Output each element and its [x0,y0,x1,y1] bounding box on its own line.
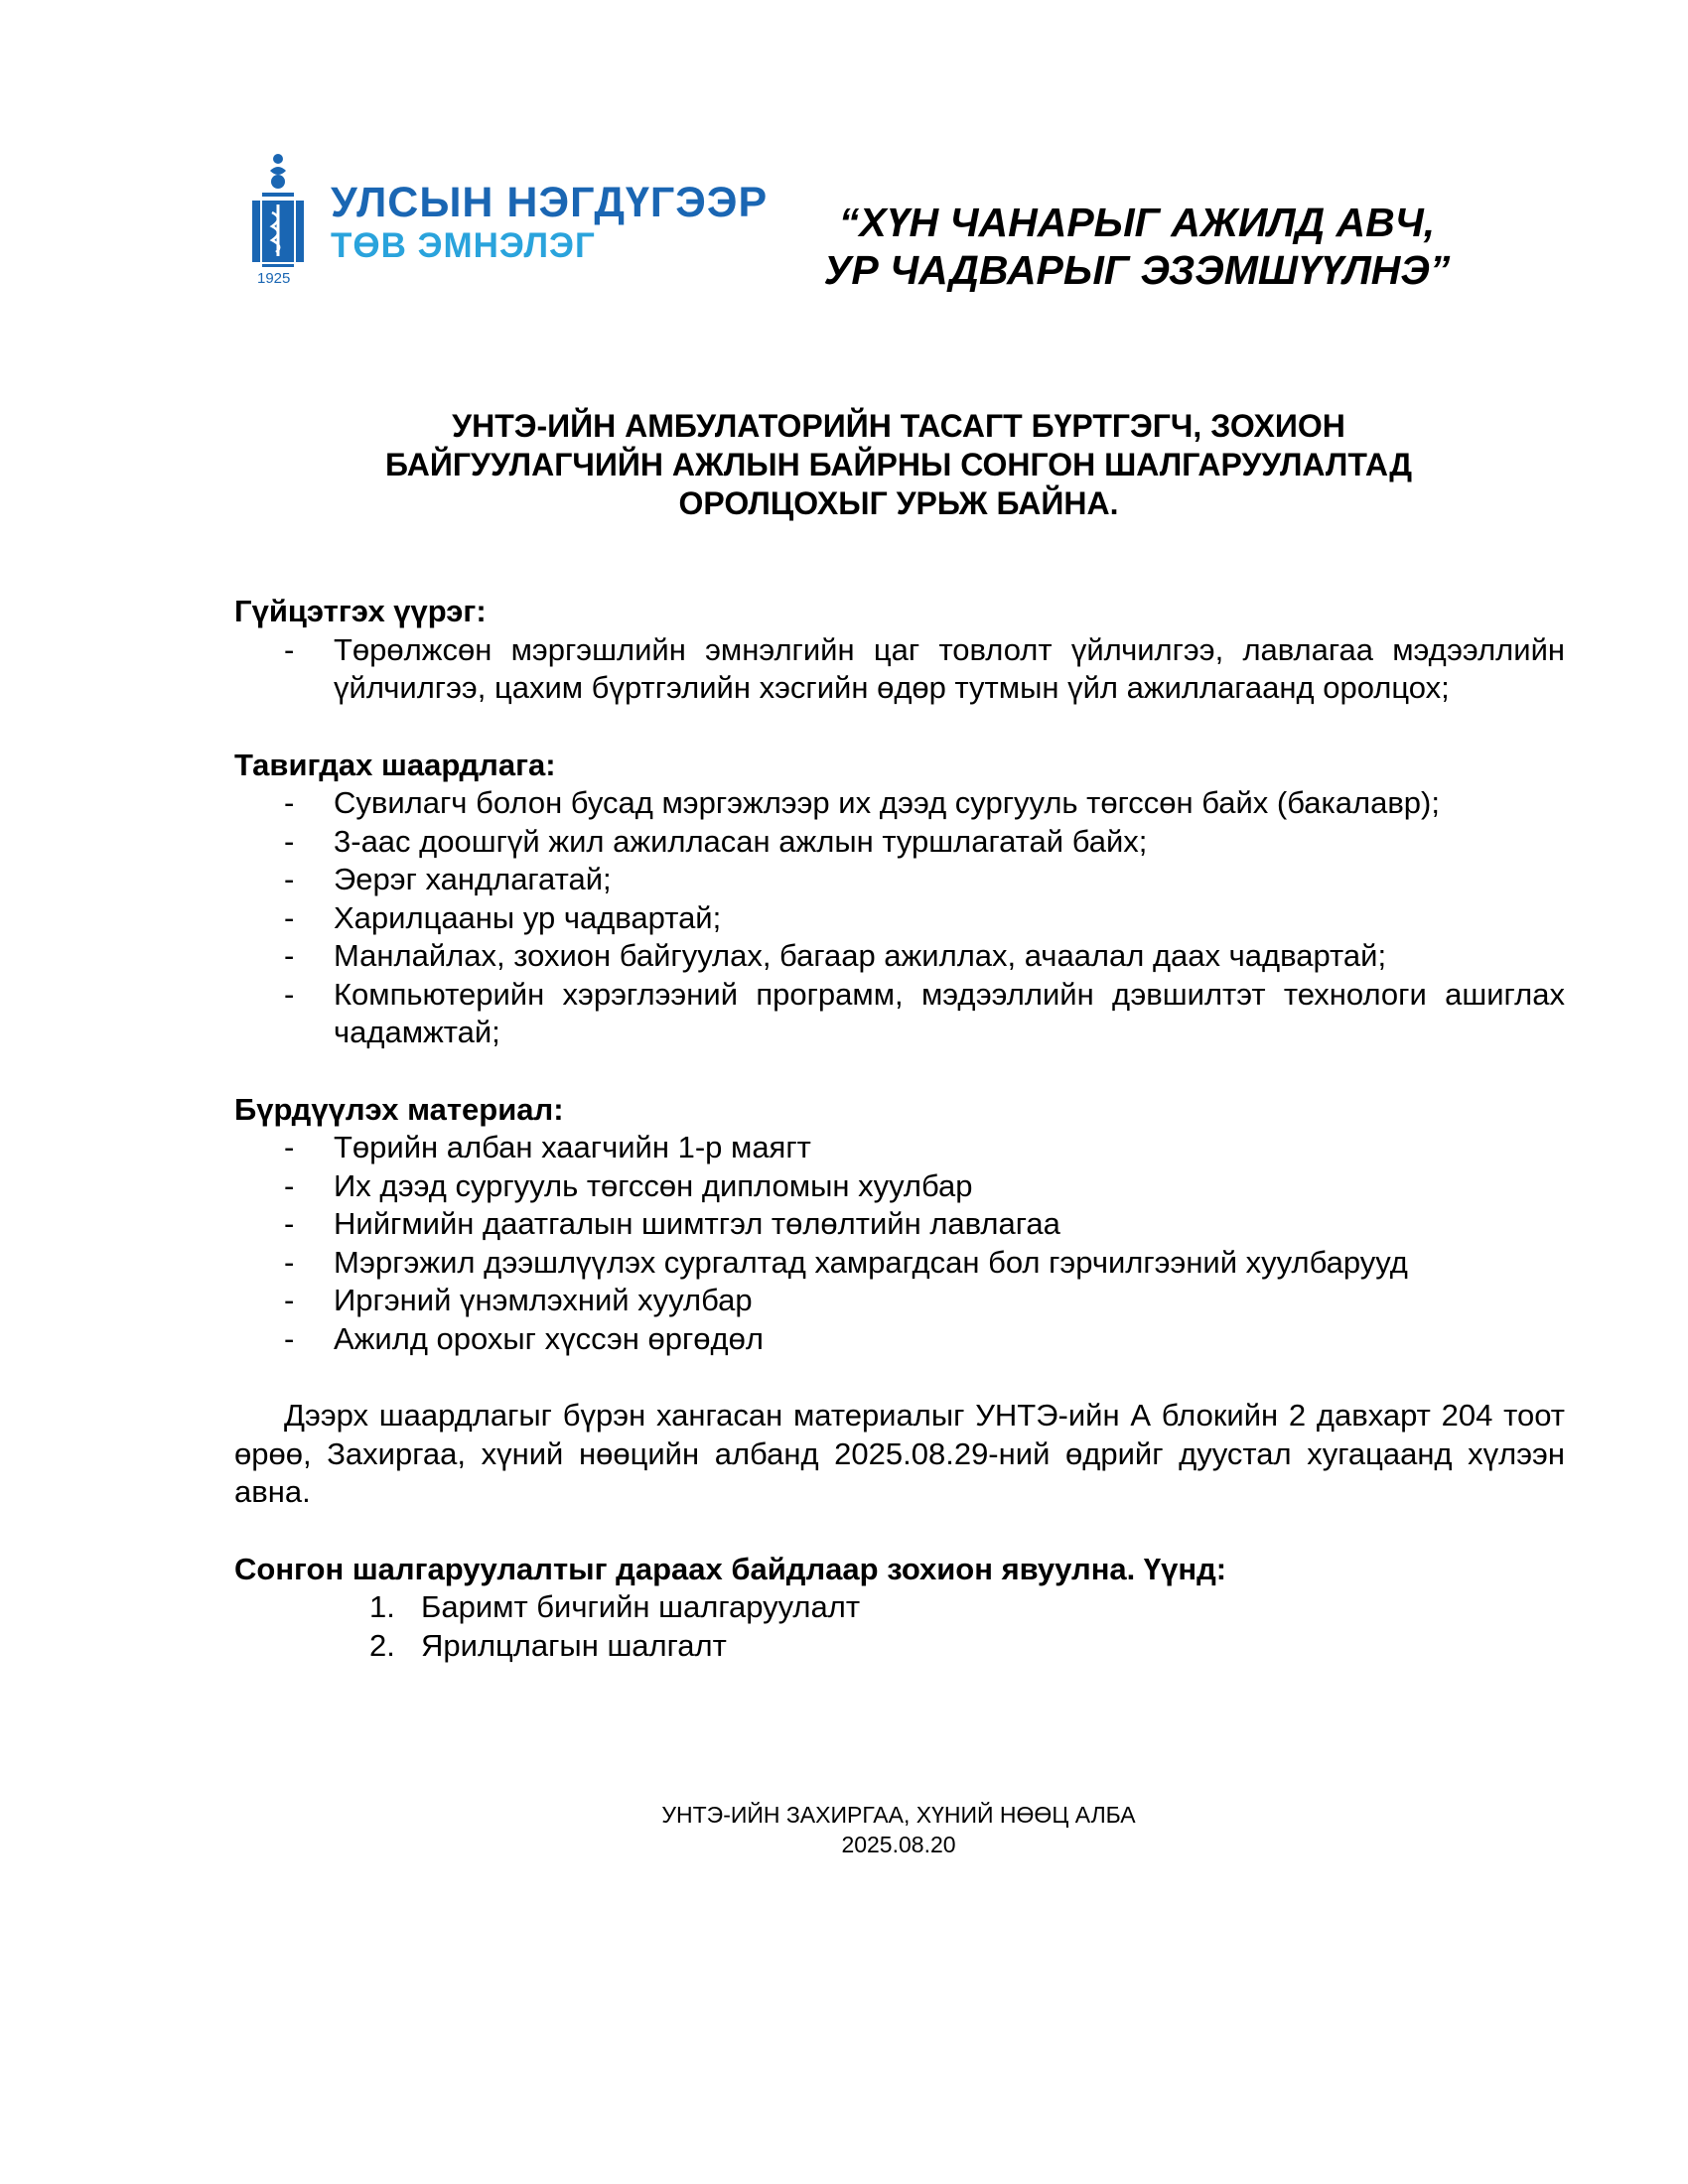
list-item: - Харилцааны ур чадвартай; [234,899,1565,938]
title-line2: БАЙГУУЛАГЧИЙН АЖЛЫН БАЙРНЫ СОНГОН ШАЛГАРУУЛАЛТАД [385,447,1412,482]
submission-paragraph: Дээрх шаардлагыг бүрэн хангасан материалыг УНТЭ-ийн А блокийн 2 давхарт 204 тоот өрөө, Захиргаа, хүний нөөцийн албанд 2025.08.29-ний өдрийг дуустал хугацаанд хүлээн авна. [234,1398,1565,1509]
logo-title-line1: УЛСЫН НЭГДҮГЭЭР [331,179,769,226]
materials-heading: Бүрдүүлэх материал: [234,1091,564,1127]
motto-line2: УР ЧАДВАРЫГ ЭЗЭМШҮҮЛНЭ” [823,247,1451,293]
list-item: - Компьютерийн хэрэглээний программ, мэдээллийн дэвшилтэт технологи ашиглах чадамжтай; [234,976,1565,1052]
list-item: - Манлайлах, зохион байгуулах, багаар ажиллах, ачаалал даах чадвартай; [234,937,1565,976]
title-line1: УНТЭ-ИЙН АМБУЛАТОРИЙН ТАСАГТ БҮРТГЭГЧ, ЗОХИОН [452,408,1345,444]
selection-heading: Сонгон шалгаруулалтыг дараах байдлаар зохион явуулна. Үүнд: [234,1551,1227,1586]
soyombo-emblem-icon [248,149,308,288]
logo-year: 1925 [257,270,291,287]
list-item: - Төрөлжсөн мэргэшлийн эмнэлгийн цаг товлолт үйлчилгээ, лавлагаа мэдээллийн үйлчилгээ, цахим бүртгэлийн хэсгийн өдөр тутмын үйл ажиллагаанд оролцох; [234,631,1565,708]
requirements-list [234,784,1565,1052]
step-number: 2. [369,1627,395,1663]
step-text: Баримт бичгийн шалгаруулалт [421,1589,861,1624]
materials-list [234,1129,1565,1358]
motto [814,199,1460,294]
duties-list [234,631,1565,708]
list-item: - Мэргэжил дээшлүүлэх сургалтад хамрагдсан бол гэрчилгээний хуулбарууд [234,1244,1565,1283]
signature-block [501,1800,1296,1859]
list-item: - Иргэний үнэмлэхний хуулбар [234,1282,1565,1320]
document-title [233,407,1564,523]
list-item: - Сувилагч болон бусад мэргэжлээр их дээд сургууль төгссөн байх (бакалавр); [234,784,1565,823]
step-number: 1. [369,1589,395,1624]
list-item: - Ажилд орохыг хүссэн өргөдөл [234,1320,1565,1359]
requirements-heading: Тавигдах шаардлага: [234,747,556,782]
footer-date: 2025.08.20 [841,1832,956,1857]
list-item: - Нийгмийн даатгалын шимтгэл төлөлтийн лавлагаа [234,1205,1565,1244]
hospital-logo [248,149,769,288]
selection-steps [234,1588,1565,1665]
list-item: - Их дээд сургууль төгссөн дипломын хуулбар [234,1167,1565,1206]
duties-heading: Гүйцэтгэх үүрэг: [234,594,487,628]
document-body [234,593,1565,1665]
list-item: - 3-аас доошгүй жил ажилласан ажлын туршлагатай байх; [234,823,1565,862]
step-text: Ярилцлагын шалгалт [421,1627,727,1663]
logo-title-line2: ТӨВ ЭМНЭЛЭГ [331,226,596,265]
list-item [234,1588,1565,1627]
list-item: - Төрийн албан хаагчийн 1-р маягт [234,1129,1565,1167]
title-line3: ОРОЛЦОХЫГ УРЬЖ БАЙНА. [678,485,1119,521]
footer-org: УНТЭ-ИЙН ЗАХИРГАА, ХҮНИЙ НӨӨЦ АЛБА [661,1802,1136,1828]
list-item: - Эерэг хандлагатай; [234,861,1565,899]
motto-line1: “ХҮН ЧАНАРЫГ АЖИЛД АВЧ, [838,200,1436,245]
list-item [234,1627,1565,1666]
